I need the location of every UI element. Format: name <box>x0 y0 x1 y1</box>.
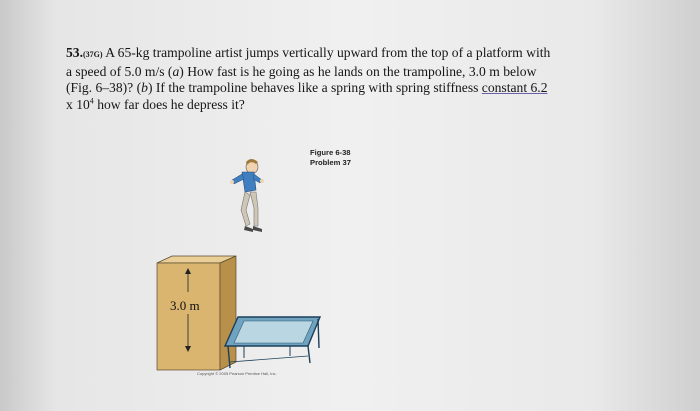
problem-line-1 <box>66 45 666 64</box>
jumper-figure <box>230 159 264 232</box>
part-b-label: b <box>141 80 148 95</box>
line2-rest: ) How fast is he going as he lands on the trampoline, 3.0 m below <box>179 63 537 79</box>
height-label: 3.0 m <box>170 298 200 313</box>
line4-rest: how far does he depress it? <box>93 96 245 112</box>
trampoline-figure <box>150 150 350 380</box>
figure-title: Figure 6-38 <box>310 148 351 157</box>
problem-text <box>66 45 666 113</box>
line3-text: (Fig. 6–38)? ( <box>66 80 142 95</box>
line4-text: x 10 <box>66 96 90 112</box>
copyright-text: Copyright © 2005 Pearson Prentice Hall, Inc. <box>197 371 277 376</box>
part-a-label: a <box>172 63 180 79</box>
underlined-text: constant 6.2 <box>481 80 548 95</box>
trampoline <box>225 317 320 368</box>
problem-line-2 <box>66 64 666 81</box>
problem-number: 53. <box>66 45 83 60</box>
exponent: 4 <box>89 95 94 105</box>
line2-text: a speed of 5.0 m/s ( <box>66 63 173 79</box>
problem-line-3 <box>66 80 666 97</box>
line1-text: A 65-kg trampoline artist jumps vertically upward from the top of a platform with <box>102 45 551 60</box>
figure-problem-ref: Problem 37 <box>310 158 351 167</box>
problem-tag: (37G) <box>83 50 103 59</box>
line3-rest: ) If the trampoline behaves like a spring with spring stiffness <box>147 80 482 95</box>
problem-line-4 <box>66 97 666 114</box>
